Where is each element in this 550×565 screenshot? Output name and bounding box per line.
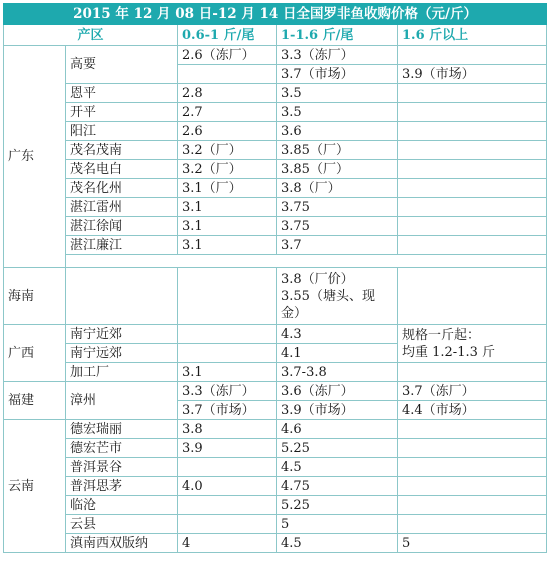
table-row — [4, 236, 547, 255]
area-cell: 德宏瑞丽 — [66, 420, 178, 439]
price-cell: 4.5 — [277, 458, 398, 477]
price-cell — [398, 217, 547, 236]
price-cell: 3.7-3.8 — [277, 363, 398, 382]
area-cell: 漳州 — [66, 382, 178, 420]
price-cell: 2.6（冻厂） — [178, 46, 277, 65]
table-row — [4, 141, 547, 160]
table-row — [4, 515, 547, 534]
price-line: 3.55（塘头、现 — [281, 288, 375, 304]
header-size-medium: 1-1.6 斤/尾 — [277, 25, 398, 46]
price-cell — [398, 477, 547, 496]
price-cell — [398, 122, 547, 141]
price-cell: 5 — [398, 534, 547, 553]
table-row — [4, 217, 547, 236]
price-cell: 3.7（市场） — [277, 65, 398, 84]
price-cell — [398, 236, 547, 255]
price-cell: 3.5 — [277, 103, 398, 122]
price-cell: 3.3（冻厂） — [178, 382, 277, 401]
price-cell — [398, 515, 547, 534]
price-cell — [398, 496, 547, 515]
price-cell — [178, 65, 277, 84]
price-cell: 4 — [178, 534, 277, 553]
price-cell: 3.7（市场） — [178, 401, 277, 420]
table-row — [4, 255, 547, 268]
price-cell: 3.1 — [178, 363, 277, 382]
price-cell: 5.25 — [277, 439, 398, 458]
price-cell: 3.1 — [178, 198, 277, 217]
price-cell — [178, 325, 277, 344]
header-region: 产区 — [4, 25, 178, 46]
price-cell: 4.5 — [277, 534, 398, 553]
price-cell — [398, 84, 547, 103]
price-cell: 3.8（厂） — [277, 179, 398, 198]
area-cell: 普洱思茅 — [66, 477, 178, 496]
price-cell: 3.7 — [277, 236, 398, 255]
table-row — [4, 496, 547, 515]
table-title: 2015 年 12 月 08 日-12 月 14 日全国罗非鱼收购价格（元/斤） — [4, 4, 547, 25]
price-cell: 3.1 — [178, 217, 277, 236]
table-row — [4, 160, 547, 179]
price-cell: 3.7（冻厂） — [398, 382, 547, 401]
area-cell: 茂名茂南 — [66, 141, 178, 160]
price-cell: 5.25 — [277, 496, 398, 515]
price-cell: 2.7 — [178, 103, 277, 122]
table-row — [4, 420, 547, 439]
table-title-row — [4, 4, 547, 25]
price-cell: 2.6 — [178, 122, 277, 141]
price-cell: 3.5 — [277, 84, 398, 103]
table-row — [4, 198, 547, 217]
price-cell: 3.3（冻厂） — [277, 46, 398, 65]
price-cell: 3.85（厂） — [277, 160, 398, 179]
price-cell: 3.75 — [277, 217, 398, 236]
price-cell: 3.6 — [277, 122, 398, 141]
table-row — [4, 534, 547, 553]
price-cell: 4.0 — [178, 477, 277, 496]
province-yunnan: 云南 — [4, 420, 66, 553]
price-line: 规格一斤起： — [402, 327, 481, 343]
price-cell: 3.6（冻厂） — [277, 382, 398, 401]
table-row — [4, 84, 547, 103]
area-cell — [66, 268, 178, 325]
price-cell: 3.9 — [178, 439, 277, 458]
area-cell: 湛江廉江 — [66, 236, 178, 255]
province-fujian: 福建 — [4, 382, 66, 420]
table-row — [4, 268, 547, 325]
table-row — [4, 477, 547, 496]
area-cell: 普洱景谷 — [66, 458, 178, 477]
price-cell — [398, 363, 547, 382]
price-cell: 4.1 — [277, 344, 398, 363]
price-cell — [398, 420, 547, 439]
table-row — [4, 325, 547, 344]
price-cell: 3.1（厂） — [178, 179, 277, 198]
area-cell: 茂名电白 — [66, 160, 178, 179]
province-guangxi: 广西 — [4, 325, 66, 382]
price-line: 均重 1.2-1.3 斤 — [402, 344, 496, 360]
price-cell: 4.4（市场） — [398, 401, 547, 420]
area-cell: 湛江徐闻 — [66, 217, 178, 236]
area-cell: 茂名化州 — [66, 179, 178, 198]
table-row — [4, 382, 547, 401]
area-cell: 德宏芒市 — [66, 439, 178, 458]
price-cell — [398, 179, 547, 198]
area-cell: 加工厂 — [66, 363, 178, 382]
area-cell: 云县 — [66, 515, 178, 534]
price-cell: 4.6 — [277, 420, 398, 439]
header-size-small: 0.6-1 斤/尾 — [178, 25, 277, 46]
price-cell: 3.8 — [178, 420, 277, 439]
price-cell — [178, 515, 277, 534]
area-cell: 开平 — [66, 103, 178, 122]
province-hainan: 海南 — [4, 268, 66, 325]
price-cell: 4.75 — [277, 477, 398, 496]
price-cell: 3.75 — [277, 198, 398, 217]
area-cell: 滇南西双版纳 — [66, 534, 178, 553]
area-cell: 恩平 — [66, 84, 178, 103]
fish-price-table — [3, 3, 547, 553]
price-cell — [178, 496, 277, 515]
table-row — [4, 458, 547, 477]
price-cell — [178, 268, 277, 325]
price-cell: 3.9（市场） — [398, 65, 547, 84]
price-cell: 3.2（厂） — [178, 141, 277, 160]
price-cell — [398, 160, 547, 179]
price-cell — [398, 103, 547, 122]
price-cell: 3.2（厂） — [178, 160, 277, 179]
area-cell: 高要 — [66, 46, 178, 84]
price-cell — [398, 439, 547, 458]
table-row — [4, 103, 547, 122]
table-row — [4, 439, 547, 458]
price-cell: 5 — [277, 515, 398, 534]
price-cell-multiline — [277, 268, 398, 325]
price-cell — [398, 198, 547, 217]
price-cell — [398, 458, 547, 477]
price-cell-multiline — [398, 325, 547, 363]
area-cell: 阳江 — [66, 122, 178, 141]
area-cell: 南宁远郊 — [66, 344, 178, 363]
table-row — [4, 363, 547, 382]
price-cell: 3.1 — [178, 236, 277, 255]
area-cell: 临沧 — [66, 496, 178, 515]
price-cell: 3.85（厂） — [277, 141, 398, 160]
province-guangdong: 广东 — [4, 46, 66, 268]
spacer-cell — [66, 255, 547, 268]
price-cell — [398, 141, 547, 160]
price-cell: 3.9（市场） — [277, 401, 398, 420]
price-cell — [178, 344, 277, 363]
price-cell: 2.8 — [178, 84, 277, 103]
price-cell — [398, 268, 547, 325]
price-cell: 4.3 — [277, 325, 398, 344]
area-cell: 湛江雷州 — [66, 198, 178, 217]
price-line: 3.8（厂价） — [281, 271, 354, 287]
price-cell — [398, 46, 547, 65]
price-line: 金） — [281, 305, 308, 321]
table-row — [4, 179, 547, 198]
table-row — [4, 122, 547, 141]
price-cell — [178, 458, 277, 477]
area-cell: 南宁近郊 — [66, 325, 178, 344]
table-header-row — [4, 25, 547, 46]
header-size-large: 1.6 斤以上 — [398, 25, 547, 46]
table-row — [4, 46, 547, 65]
